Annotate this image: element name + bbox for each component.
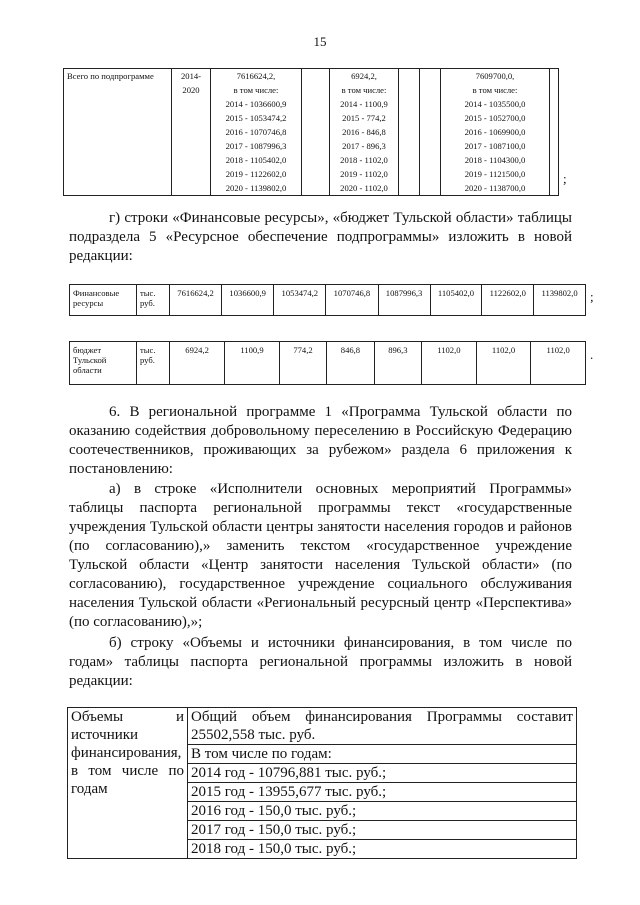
subprogram-total-table [63,68,559,196]
total-amount-cell [211,69,302,196]
value-cell: 1102,0 [476,342,531,385]
value-cell: 6924,2 [170,342,225,385]
table2-trailing: ; [590,289,594,304]
amount-line: 2016 - 1069900,0 [464,127,526,137]
value-cell: 1053474,2 [274,285,326,316]
amount-line: 6924,2, [351,71,377,81]
funding-volume-table [67,707,577,859]
amount-line: 2015 - 1052700,0 [464,113,526,123]
by-years-line: В том числе по годам: [188,745,576,764]
empty-cell [420,69,441,196]
value-cell: 774,2 [279,342,326,385]
row-label: Финансовые ресурсы [70,285,137,316]
table3-trailing: . [590,347,594,362]
value-cell: 1102,0 [422,342,477,385]
amount-line: 2015 - 1053474,2 [225,113,287,123]
row-label: бюджет Тульской области [70,342,137,385]
funding-label-cell [68,708,188,859]
value-cell: 1087996,3 [378,285,430,316]
empty-cell [302,69,330,196]
total-funding-line: Общий объем финансирования Программы составит 25502,558 тыс. руб. [188,708,576,745]
total-label: Всего по подпрограмме [64,69,172,196]
label-line: годам [71,781,108,797]
value-cell: 1070746,8 [326,285,378,316]
label-line: финансирования, [71,745,182,761]
value-cell: 1139802,0 [534,285,586,316]
funding-content-cell [188,708,577,859]
value-cell: 1105402,0 [430,285,482,316]
amount-line: в том числе: [472,85,518,95]
page-number: 15 [313,34,327,49]
amount-line: в том числе: [341,85,387,95]
label-line: в том числе по [71,763,184,779]
empty-cell [399,69,420,196]
year-start: 2014- [180,71,202,81]
amount-line: 2016 - 1070746,8 [225,127,287,137]
amount-line: 2020 - 1138700,0 [464,183,526,193]
amount-line: 2020 - 1102,0 [340,183,388,193]
regional-budget-table [69,341,586,385]
paragraph-g: г) строки «Финансовые ресурсы», «бюджет Тульской области» таблицы подраздела 5 «Ресурсное обеспечение подпрограммы» изложить в новой редакции: [69,210,572,264]
empty-cell [550,69,559,196]
year-line: 2015 год - 13955,677 тыс. руб.; [188,783,576,802]
unit-cell: тыс. руб. [137,285,170,316]
amount-line: 2014 - 1100,9 [340,99,388,109]
regional-budget-cell [330,69,399,196]
amount-line: в том числе: [233,85,279,95]
amount-line: 2015 - 774,2 [342,113,386,123]
amount-line: 2017 - 896,3 [342,141,386,151]
years-cell [172,69,211,196]
value-cell: 896,3 [374,342,421,385]
amount-line: 2018 - 1102,0 [340,155,388,165]
value-cell: 7616624,2 [170,285,222,316]
amount-line: 2017 - 1087100,0 [464,141,526,151]
amount-line: 2014 - 1035500,0 [464,99,526,109]
value-cell: 846,8 [327,342,374,385]
year-line: 2014 год - 10796,881 тыс. руб.; [188,764,576,783]
amount-line: 2018 - 1104300,0 [464,155,526,165]
label-line: Объемы и [71,709,184,725]
value-cell: 1100,9 [225,342,280,385]
year-end: 2020 [182,85,200,95]
value-cell: 1036600,9 [222,285,274,316]
unit-cell: тыс. руб. [137,342,170,385]
year-line: 2018 год - 150,0 тыс. руб.; [191,841,357,857]
amount-line: 2020 - 1139802,0 [225,183,287,193]
year-line: 2017 год - 150,0 тыс. руб.; [188,821,576,840]
table1-trailing: ; [563,171,567,186]
paragraph-b: б) строку «Объемы и источники финансирования, в том числе по годам» таблицы паспорта региональной программы изложить в новой редакции: [69,635,572,689]
amount-line: 7609700,0, [475,71,515,81]
amount-line: 2017 - 1087996,3 [225,141,287,151]
other-sources-cell [441,69,550,196]
amount-line: 2019 - 1102,0 [340,169,388,179]
paragraph-a: а) в строке «Исполнители основных мероприятий Программы» таблицы паспорта региональной программы текст «государственные учреждения Тульской области центры занятости населения городов и районов (по согласованию),» заменить текстом «государственное учреждение Тульской области «Центр занятости населения Тульской области» (по согласованию), государственное учреждение социального обслуживания населения Тульской области «Региональный ресурсный центр «Перспектива» (по согласованию),»; [69,481,572,630]
year-line: 2016 год - 150,0 тыс. руб.; [188,802,576,821]
amount-line: 7616624,2, [236,71,276,81]
amount-line: 2014 - 1036600,9 [225,99,287,109]
amount-line: 2019 - 1121500,0 [464,169,526,179]
value-cell: 1102,0 [531,342,586,385]
value-cell: 1122602,0 [482,285,534,316]
amount-line: 2018 - 1105402,0 [225,155,287,165]
amount-line: 2016 - 846,8 [342,127,386,137]
amount-line: 2019 - 1122602,0 [225,169,287,179]
paragraph-6: 6. В региональной программе 1 «Программа Тульской области по оказанию содействия добровольному переселению в Российскую Федерацию соотечественников, проживающих за рубежом» раздела 6 приложения к постановлению: [69,404,572,477]
financial-resources-table [69,284,586,316]
label-line: источники [71,727,139,743]
